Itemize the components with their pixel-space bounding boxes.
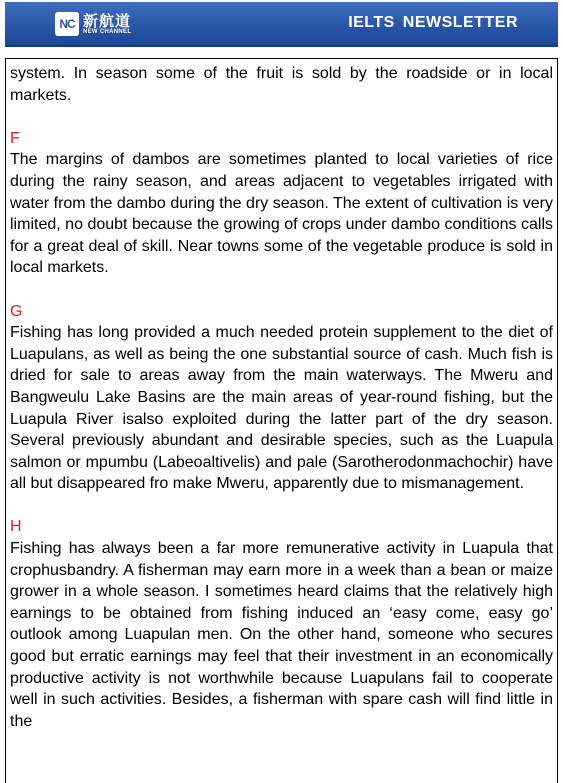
logo-english-name: NEW CHANNEL [83, 28, 132, 35]
new-channel-logo [55, 11, 131, 37]
section-paragraph: The margins of dambos are sometimes planted to local varieties of rice during the rainy season, and areas adjacent to vegetables irrigated with water from the dambo during the dry season. The extent of cultivation is very limited, no doubt because the growing of crops under dambo conditions calls for a great deal of skill. Near towns some of the vegetable produce is sold in local markets. [10, 151, 553, 277]
section-paragraph: Fishing has long provided a much needed protein supplement to the diet of Luapulans, as well as being the one substantial source of cash. Much fish is dried for sale to areas away from the main waterways. The Mweru and Bangweulu Lake Basins are the main areas of year-round fishing, but the Luapula River isalso exploited during the latter part of the dry season. Several previously abundant and desirable species, such as the Luapula salmon or mpumbu (Labeoaltivelis) and pale (Sarotherodonmachochir) have all but disappeared fro make Mweru, apparently due to mismanagement. [10, 324, 553, 493]
nc-logo-icon: NC [55, 12, 79, 36]
section-letter: H [10, 518, 22, 536]
section-f [10, 128, 553, 279]
section-letter: G [10, 302, 23, 320]
newsletter-title: IELTS NEWSLETTER [348, 14, 518, 31]
section-letter: F [10, 129, 20, 147]
logo-chinese-name: 新航道 [83, 11, 132, 30]
logo-text [83, 13, 131, 36]
article-content [5, 58, 558, 783]
intro-paragraph-block [10, 63, 553, 106]
intro-paragraph: system. In season some of the fruit is sold by the roadside or in local markets. [10, 65, 553, 104]
section-h [10, 516, 553, 732]
section-g [10, 301, 553, 495]
newsletter-header [5, 2, 558, 47]
section-paragraph: Fishing has always been a far more remunerative activity in Luapula that crophusbandry. A fisherman may earn more in a week than a bean or maize grower in a whole season. I sometimes heard claims that the relatively high earnings to be obtained from fishing induced an ‘easy come, easy go’ outlook among Luapulan men. On the other hand, someone who secures good but erratic earnings may feel that their investment in an economically productive activity is not worthwhile because Luapulans fail to cooperate well in such activities. Besides, a fisherman with spare cash will find little in the [10, 540, 553, 730]
